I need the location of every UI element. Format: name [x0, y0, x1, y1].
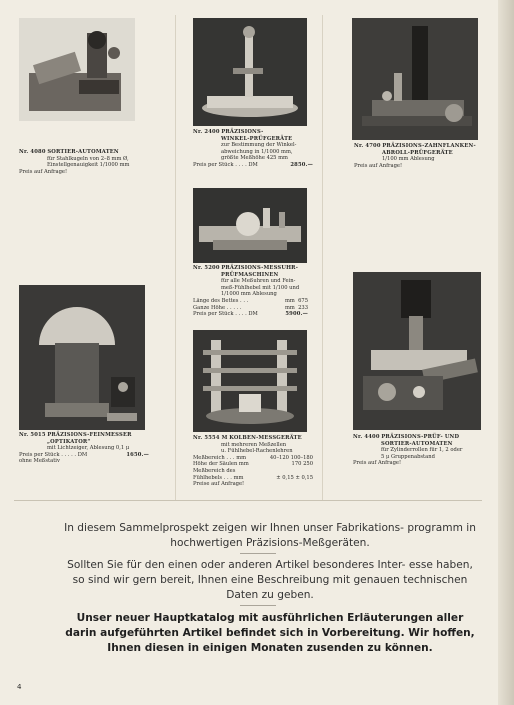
- horizontal-divider: [14, 500, 482, 501]
- product-desc: größte Meßhöhe 425 mm: [221, 155, 288, 162]
- product-price: Preis auf Anfrage!: [19, 168, 68, 175]
- product-title: PRÄZISIONS-PRÜF- UND: [381, 434, 460, 440]
- product-price-value: 1650.—: [126, 451, 149, 458]
- caption-2400: [193, 129, 313, 169]
- spec-unit: mm: [284, 297, 295, 304]
- spec-label: Ganze Höhe . . . . .: [193, 304, 242, 311]
- spec-value: 170 250: [291, 461, 313, 468]
- product-desc: für Zylinderrollen für 1, 2 oder: [381, 447, 463, 454]
- product-desc: abweichung in 1/1000 mm,: [221, 148, 293, 155]
- product-number: Nr. 2400: [193, 129, 220, 135]
- product-number: Nr. 5015: [19, 432, 46, 438]
- caption-5554: [193, 435, 313, 488]
- caption-4080: [19, 149, 139, 175]
- product-desc: u. Fühlhebel-Rachenlehren: [221, 448, 293, 455]
- paragraph-divider: [240, 605, 276, 606]
- product-desc: zur Bestimmung der Winkel-: [221, 142, 297, 149]
- product-photo-piston-gauges: [193, 330, 307, 432]
- product-subtitle: SORTIER-AUTOMATEN: [381, 440, 453, 447]
- product-title: SORTIER-AUTOMATEN: [47, 149, 119, 155]
- product-price-value: 5900.—: [285, 311, 308, 318]
- column-divider: [175, 15, 176, 500]
- product-extra: ohne Meßstativ: [19, 458, 60, 465]
- product-desc: Einstellgenauigkeit 1/1000 mm: [47, 162, 130, 169]
- product-price: Preis auf Anfrage!: [353, 460, 402, 467]
- product-subtitle: ABROLL-PRÜFGERÄTE: [382, 149, 453, 156]
- product-desc: meß-Fühlhebel mit 1/100 und: [221, 284, 300, 291]
- product-price-value: 2850.—: [290, 161, 313, 168]
- product-number: Nr. 5554 M: [193, 435, 228, 441]
- product-number: Nr. 4080: [19, 149, 46, 155]
- product-photo-optikator: [19, 285, 145, 430]
- product-desc: mit Lichtzeiger, Ablesung 0,1 μ: [47, 445, 130, 452]
- spec-unit: mm: [284, 304, 295, 311]
- spec-label: Meßbereich des: [193, 467, 236, 474]
- product-photo-dial-gauge-tester: [193, 188, 307, 263]
- spec-value: 233: [298, 304, 308, 311]
- product-desc: für alle Meßuhren und Fein-: [221, 278, 296, 285]
- intro-paragraph-1: In diesem Sammelprospekt zeigen wir Ihnen unser Fabrikations- programm in hochwertigen Präzisions-Meßgeräten.: [64, 522, 476, 549]
- product-subtitle: „OPTIKATOR“: [47, 438, 91, 445]
- product-title: PRÄZISIONS-: [221, 129, 264, 135]
- product-number: Nr. 4400: [353, 434, 380, 440]
- product-photo-angle-tester: [193, 18, 307, 126]
- intro-paragraph-2: Sollten Sie für den einen oder anderen Artikel besonderes Inter- esse haben, so sind wir gern bereit, Ihnen eine Beschreibung mit genauen technischen Daten zu geben.: [67, 559, 473, 601]
- product-desc: 1/1000 mm Ablesung: [221, 291, 277, 298]
- product-subtitle: WINKEL-PRÜFGERÄTE: [221, 135, 293, 142]
- product-title: PRÄZISIONS-FEINMESSER: [47, 432, 132, 438]
- product-desc: mit mehreren Meßzellen: [221, 441, 287, 448]
- product-price-label: Preis per Stück . . . . DM: [193, 161, 258, 168]
- caption-5200: [193, 265, 308, 318]
- product-title: PRÄZISIONS-MESSUHR-: [221, 265, 299, 271]
- product-photo-roller-sorter: [353, 272, 481, 430]
- product-number: Nr. 4700: [354, 143, 381, 149]
- product-price-label: Preis per Stück . . . . DM: [193, 311, 258, 318]
- product-number: Nr. 5200: [193, 265, 220, 271]
- product-title: PRÄZISIONS-ZAHNFLANKEN-: [382, 143, 476, 149]
- product-price: Preis auf Anfrage!: [354, 162, 403, 169]
- column-divider: [322, 15, 323, 500]
- product-desc: 1/100 mm Ablesung: [382, 156, 435, 163]
- spec-label: Fühlhebels . . . mm: [193, 474, 244, 481]
- spec-value: 40–120 100–180: [269, 454, 313, 461]
- product-price-label: Preis per Stück . . . . . DM: [19, 451, 88, 458]
- spec-label: Höhe der Säulen mm: [193, 461, 249, 468]
- page-edge: [498, 0, 514, 705]
- product-desc: für Stahlkugeln von 2–8 mm Ø,: [47, 155, 129, 162]
- product-title: KOLBEN-MESSGERÄTE: [229, 435, 302, 441]
- caption-4400: [353, 434, 485, 467]
- intro-paragraph-3: Unser neuer Hauptkatalog mit ausführlichen Erläuterungen aller darin aufgeführten Artikel befindet sich in Vorbereitung. Wir hoffen, Ihnen diesen in einigen Monaten zusenden zu können.: [65, 612, 475, 654]
- spec-label: Meßbereich . . . mm: [193, 454, 247, 461]
- spec-value: ± 0,15 ± 0,15: [276, 474, 313, 481]
- product-desc: 5 μ Gruppenabstand: [381, 453, 435, 460]
- page-number: 4: [17, 683, 22, 691]
- spec-label: Länge des Bettes . . .: [193, 297, 249, 304]
- spec-value: 675: [298, 297, 308, 304]
- paragraph-divider: [240, 553, 276, 554]
- caption-5015: [19, 432, 149, 465]
- product-price: Preise auf Anfrage!: [193, 481, 245, 488]
- caption-4700: [354, 143, 486, 169]
- product-photo-sorting-machine: [19, 18, 135, 121]
- product-photo-gear-tester: [352, 18, 478, 140]
- product-subtitle: PRÜFMASCHINEN: [221, 271, 279, 278]
